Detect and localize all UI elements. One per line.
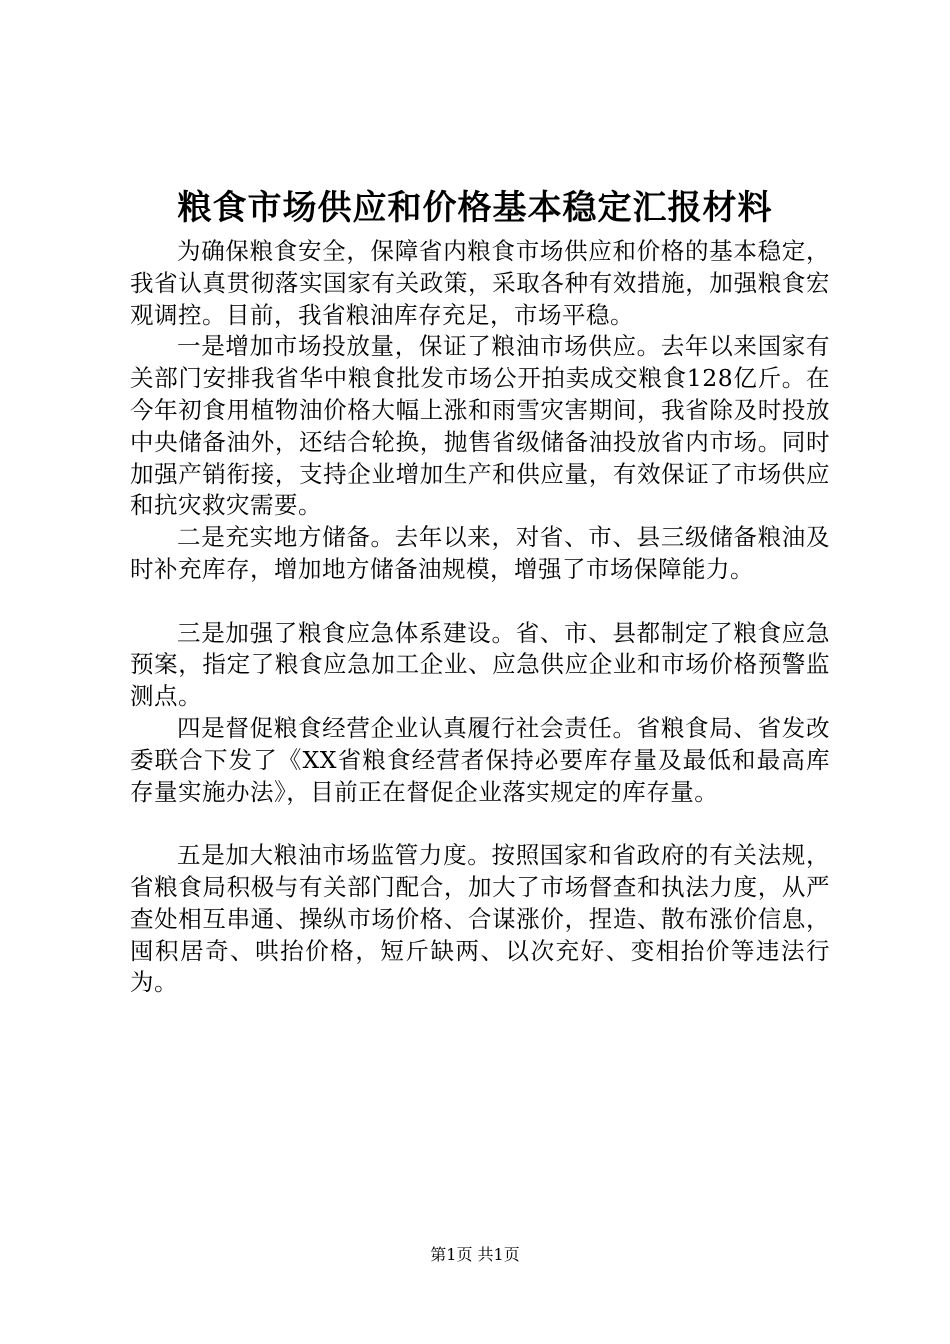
paragraph-point-3: 三是加强了粮食应急体系建设。省、市、县都制定了粮食应急预案，指定了粮食应急加工企业、应急供应企业和市场价格预警监测点。 — [130, 618, 830, 711]
paragraph-point-2: 二是充实地方储备。去年以来，对省、市、县三级储备粮油及时补充库存，增加地方储备油规模，增强了市场保障能力。 — [130, 523, 830, 583]
document-title: 粮食市场供应和价格基本稳定汇报材料 — [177, 188, 773, 228]
paragraph-point-5: 五是加大粮油市场监管力度。按照国家和省政府的有关法规，省粮食局积极与有关部门配合，加大了市场督查和执法力度，从严查处相互串通、操纵市场价格、合谋涨价，捏造、散布涨价信息，囤积居奇、哄抬价格，短斤缺两、以次充好、变相抬价等违法行为。 — [130, 841, 830, 997]
paragraph-point-1: 一是增加市场投放量，保证了粮油市场供应。去年以来国家有关部门安排我省华中粮食批发市场公开拍卖成交粮食128亿斤。在今年初食用植物油价格大幅上涨和雨雪灾害期间，我省除及时投放中央储备油外，还结合轮换，抛售省级储备油投放省内市场。同时加强产销衔接，支持企业增加生产和供应量，有效保证了市场供应和抗灾救灾需要。 — [130, 332, 830, 520]
document-body — [130, 236, 830, 999]
paragraph-point-4: 四是督促粮食经营企业认真履行社会责任。省粮食局、省发改委联合下发了《XX省粮食经营者保持必要库存量及最低和最高库存量实施办法》，目前正在督促企业落实规定的库存量。 — [130, 713, 830, 806]
paragraph-intro: 为确保粮食安全，保障省内粮食市场供应和价格的基本稳定，我省认真贯彻落实国家有关政策，采取各种有效措施，加强粮食宏观调控。目前，我省粮油库存充足，市场平稳。 — [130, 237, 830, 329]
page-number-footer: 第1页 共1页 — [430, 1245, 520, 1264]
